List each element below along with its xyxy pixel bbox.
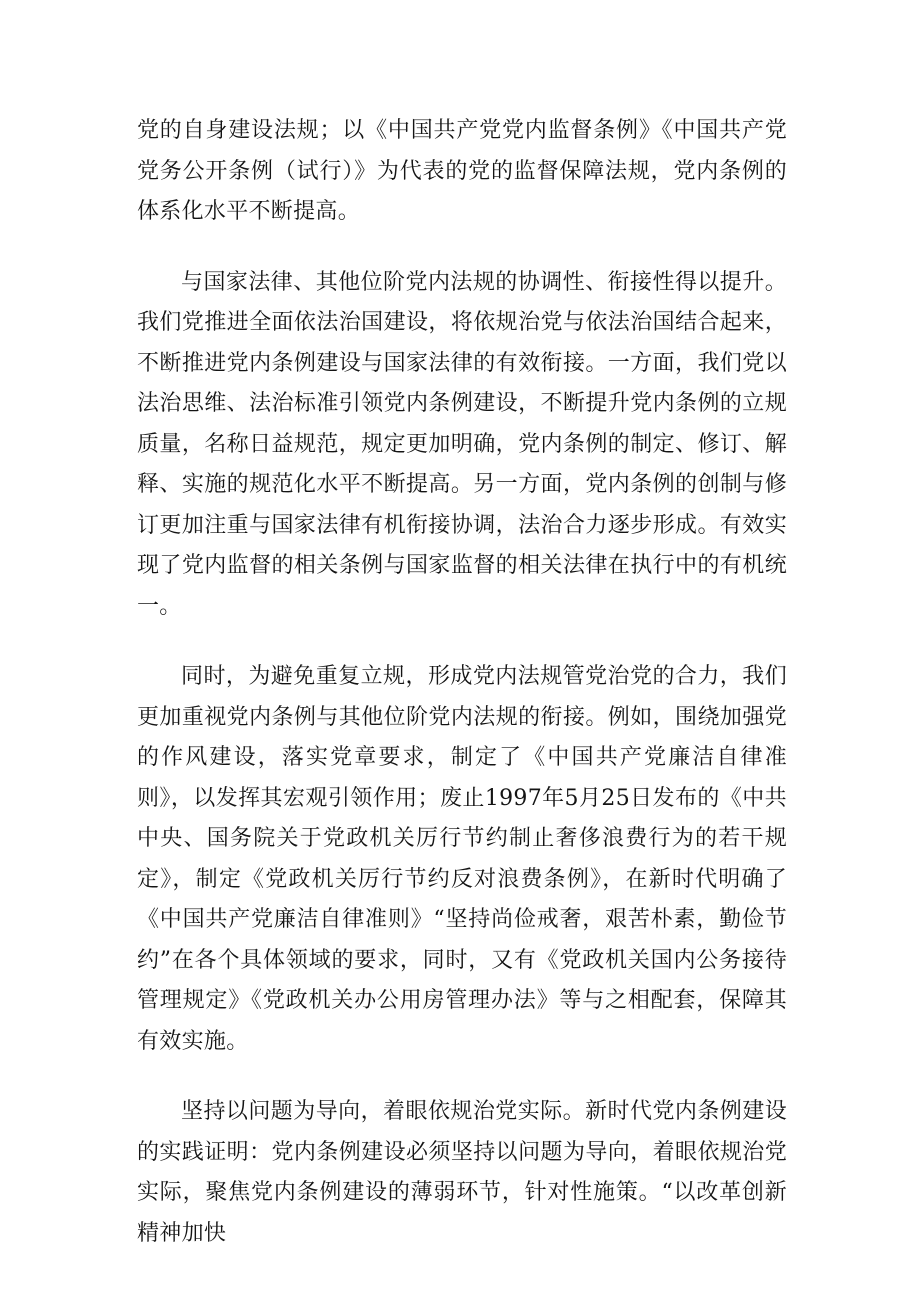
document-body bbox=[137, 111, 787, 1254]
paragraph-gap bbox=[137, 233, 787, 263]
paragraph-4: 坚持以问题为导向，着眼依规治党实际。新时代党内条例建设的实践证明：党内条例建设必须坚持以问题为导向，着眼依规治党实际，聚焦党内条例建设的薄弱环节，针对性施策。“以改革创新精神加快 bbox=[137, 1099, 787, 1246]
paragraph-gap bbox=[137, 1062, 787, 1092]
paragraph-1: 党的自身建设法规；以《中国共产党党内监督条例》《中国共产党党务公开条例（试行）》为代表的党的监督保障法规，党内条例的体系化水平不断提高。 bbox=[137, 118, 787, 224]
paragraph-2: 与国家法律、其他位阶党内法规的协调性、衔接性得以提升。我们党推进全面依法治国建设，将依规治党与依法治国结合起来，不断推进党内条例建设与国家法律的有效衔接。一方面，我们党以法治思维、法治标准引领党内条例建设，不断提升党内条例的立规质量，名称日益规范，规定更加明确，党内条例的制定、修订、解释、实施的规范化水平不断提高。另一方面，党内条例的创制与修订更加注重与国家法律有机衔接协调，法治合力逐步形成。有效实现了党内监督的相关条例与国家监督的相关法律在执行中的有机统一。 bbox=[137, 269, 787, 619]
paragraph-gap bbox=[137, 627, 787, 657]
paragraph-3: 同时，为避免重复立规，形成党内法规管党治党的合力，我们更加重视党内条例与其他位阶党内法规的衔接。例如，围绕加强党的作风建设，落实党章要求，制定了《中国共产党廉洁自律准则》，以发挥其宏观引领作用；废止1997年5月25日发布的《中共中央、国务院关于党政机关厉行节约制止奢侈浪费行为的若干规定》，制定《党政机关厉行节约反对浪费条例》，在新时代明确了《中国共产党廉洁自律准则》“坚持尚俭戒奢，艰苦朴素，勤俭节约”在各个具体领域的要求，同时，又有《党政机关国内公务接待管理规定》《党政机关办公用房管理办法》等与之相配套，保障其有效实施。 bbox=[137, 664, 787, 1054]
